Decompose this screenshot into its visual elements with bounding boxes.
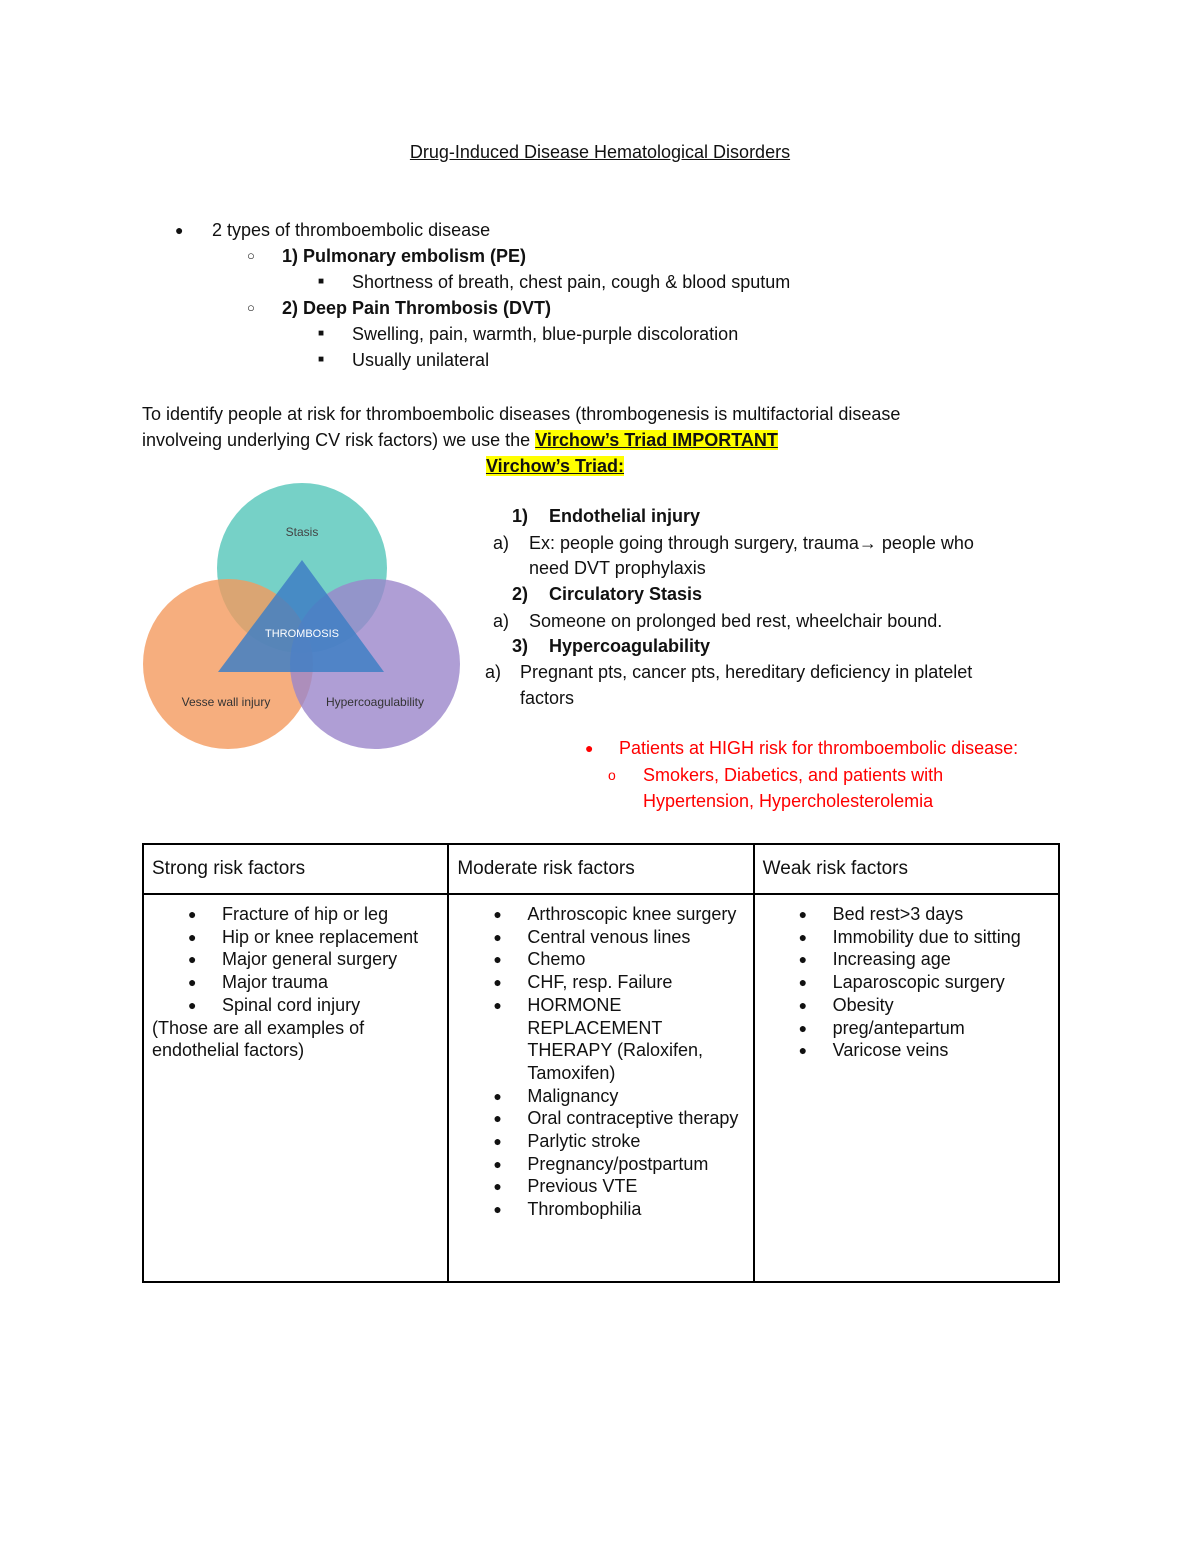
list-item-text: Major general surgery bbox=[222, 949, 398, 970]
page-title: Drug-Induced Disease Hematological Disorders bbox=[409, 142, 791, 162]
list-item bbox=[152, 926, 439, 949]
list-item bbox=[457, 1107, 744, 1130]
list-item-text: CHF, resp. Failure bbox=[527, 972, 673, 993]
list-item bbox=[457, 1198, 744, 1221]
list-item-text: Major trauma bbox=[222, 972, 329, 993]
table-header-row bbox=[143, 844, 1059, 894]
list-item-text: Parlytic stroke bbox=[527, 1131, 641, 1152]
list-item-text: Malignancy bbox=[527, 1085, 619, 1106]
risk-factor-table bbox=[142, 843, 1060, 1283]
outline-dvt-heading: 2) Deep Pain Thrombosis (DVT) bbox=[282, 298, 552, 318]
bullet-square: ■ bbox=[318, 354, 325, 365]
triad-marker-3: a) bbox=[485, 662, 502, 682]
high-risk-detail-2: Hypertension, Hypercholesterolemia bbox=[643, 791, 934, 811]
triad-title-2: Circulatory Stasis bbox=[549, 584, 703, 604]
intro-text-2: involveing underlying CV risk factors) we use the bbox=[142, 430, 536, 450]
header-weak: Weak risk factors bbox=[754, 844, 1059, 894]
list-item-text: Hip or knee replacement bbox=[222, 926, 419, 947]
list-item-text: Spinal cord injury bbox=[222, 994, 361, 1015]
bullet-dot: ● bbox=[493, 928, 502, 945]
outline-dvt-detail-1: Swelling, pain, warmth, blue-purple discoloration bbox=[352, 324, 739, 344]
triad-marker-1: a) bbox=[493, 533, 510, 553]
list-item bbox=[152, 903, 439, 926]
bullet-dot: ● bbox=[798, 974, 808, 991]
list-item bbox=[457, 1175, 744, 1198]
triad-title-3: Hypercoagulability bbox=[549, 636, 711, 656]
list-item-text: Increasing age bbox=[832, 949, 951, 970]
list-item bbox=[763, 903, 1050, 926]
list-item-text: HORMONE REPLACEMENT THERAPY (Raloxifen, Tamoxifen) bbox=[527, 994, 704, 1083]
list-item bbox=[457, 948, 744, 971]
outline-pe-detail: Shortness of breath, chest pain, cough & blood sputum bbox=[352, 272, 791, 292]
outline-dvt-detail-2: Usually unilateral bbox=[352, 350, 490, 370]
bullet-square: ■ bbox=[318, 328, 325, 339]
list-item bbox=[457, 903, 744, 926]
strong-note bbox=[152, 1017, 439, 1062]
list-item bbox=[457, 1085, 744, 1108]
bullet-dot: ● bbox=[188, 951, 197, 968]
thrombosis-label: THROMBOSIS bbox=[265, 628, 339, 640]
bullet-dot: ● bbox=[798, 928, 808, 945]
list-item-text: Chemo bbox=[527, 949, 586, 970]
list-item-text: Varicose veins bbox=[832, 1040, 949, 1061]
list-item-text: Bed rest>3 days bbox=[832, 904, 964, 924]
bullet-dot: ● bbox=[493, 906, 502, 922]
triad-heading bbox=[0, 453, 1110, 479]
bullet-dot: ● bbox=[493, 951, 502, 968]
bullet-dot: ● bbox=[493, 1201, 502, 1218]
triad-num-2: 2) bbox=[512, 584, 529, 604]
bullet-dot: ● bbox=[493, 1087, 502, 1104]
triad-detail-3a: Pregnant pts, cancer pts, hereditary deficiency in platelet bbox=[520, 662, 973, 682]
list-item-text: Central venous lines bbox=[527, 926, 691, 947]
list-item bbox=[763, 926, 1050, 949]
high-risk-heading: Patients at HIGH risk for thromboembolic disease: bbox=[619, 738, 1019, 758]
bullet-dot: ● bbox=[188, 928, 197, 945]
virchow-triad-label: Virchow’s Triad: bbox=[485, 456, 625, 476]
intro-text-1: To identify people at risk for thromboembolic diseases (thrombogenesis is multifactorial disease bbox=[142, 404, 901, 424]
outline-item-types: 2 types of thromboembolic disease bbox=[212, 220, 491, 240]
list-item-text: Immobility due to sitting bbox=[832, 926, 1021, 947]
bullet-dot: ● bbox=[493, 1155, 502, 1172]
triad-num-3: 3) bbox=[512, 636, 529, 656]
bullet-dot: ● bbox=[188, 906, 197, 922]
list-item bbox=[763, 994, 1050, 1017]
outline-pe-heading: 1) Pulmonary embolism (PE) bbox=[282, 246, 527, 266]
bullet-dot: ● bbox=[798, 906, 808, 922]
bullet-dot: ● bbox=[493, 1178, 502, 1195]
vessel-label: Vesse wall injury bbox=[181, 695, 271, 709]
list-item bbox=[457, 994, 744, 1085]
weak-cell bbox=[754, 894, 1059, 1282]
bullet-dot: ● bbox=[798, 951, 808, 968]
list-item bbox=[152, 948, 439, 971]
bullet-dot: ● bbox=[798, 996, 808, 1013]
strong-list bbox=[152, 903, 439, 1017]
bullet-dot: ● bbox=[188, 996, 197, 1013]
bullet-dot: ● bbox=[493, 1110, 502, 1127]
list-item bbox=[152, 971, 439, 994]
bullet-dot: ● bbox=[493, 974, 502, 991]
bullet-dot: ● bbox=[798, 1019, 808, 1036]
triad-detail-2: Someone on prolonged bed rest, wheelchair bound. bbox=[529, 611, 943, 631]
list-item-text: Laparoscopic surgery bbox=[832, 972, 1005, 993]
list-item-text: Pregnancy/postpartum bbox=[527, 1153, 709, 1174]
moderate-list bbox=[457, 903, 744, 1221]
bullet-dot: ● bbox=[175, 222, 184, 238]
list-item-text: Oral contraceptive therapy bbox=[527, 1108, 739, 1129]
bullet-dot: ● bbox=[188, 974, 197, 991]
bullet-dot: ● bbox=[493, 996, 502, 1013]
list-item bbox=[763, 948, 1050, 971]
bullet-dot: ● bbox=[493, 1133, 502, 1150]
list-item-text: preg/antepartum bbox=[832, 1017, 965, 1038]
strong-cell bbox=[143, 894, 448, 1282]
triad-detail-1a: Ex: people going through surgery, trauma→ people who bbox=[529, 533, 974, 553]
high-risk-detail-1: Smokers, Diabetics, and patients with bbox=[643, 765, 944, 785]
bullet-circle: ○ bbox=[247, 300, 255, 315]
bullet-dot: ● bbox=[798, 1042, 808, 1059]
hyper-label: Hypercoagulability bbox=[325, 695, 425, 709]
triad-title-1: Endothelial injury bbox=[549, 506, 701, 526]
bullet-dot: ● bbox=[585, 740, 594, 756]
weak-list bbox=[763, 903, 1050, 1062]
list-item bbox=[457, 1130, 744, 1153]
intro-paragraph bbox=[142, 401, 1042, 453]
list-item-text: Obesity bbox=[832, 994, 894, 1015]
virchow-venn-diagram bbox=[142, 480, 462, 752]
bullet-circle: o bbox=[608, 767, 616, 783]
moderate-cell bbox=[448, 894, 753, 1282]
triad-detail-1b: need DVT prophylaxis bbox=[529, 558, 706, 578]
header-moderate: Moderate risk factors bbox=[448, 844, 753, 894]
list-item bbox=[763, 1039, 1050, 1062]
strong-note-1: (Those are all examples of bbox=[152, 1017, 365, 1038]
list-item bbox=[763, 1017, 1050, 1040]
list-item bbox=[763, 971, 1050, 994]
table-body-row bbox=[143, 894, 1059, 1282]
list-item-text: Thrombophilia bbox=[527, 1199, 642, 1220]
strong-note-2: endothelial factors) bbox=[152, 1040, 305, 1061]
triad-num-1: 1) bbox=[512, 506, 529, 526]
list-item-text: Fracture of hip or leg bbox=[222, 904, 389, 924]
stasis-label: Stasis bbox=[285, 525, 319, 539]
triad-detail-3b: factors bbox=[520, 688, 575, 708]
list-item bbox=[152, 994, 439, 1017]
list-item bbox=[457, 926, 744, 949]
bullet-square: ■ bbox=[318, 276, 325, 287]
header-strong: Strong risk factors bbox=[143, 844, 448, 894]
bullet-circle: ○ bbox=[247, 248, 255, 263]
triad-marker-2: a) bbox=[493, 611, 510, 631]
virchow-highlight: Virchow’s Triad IMPORTANT bbox=[535, 430, 778, 450]
list-item-text: Previous VTE bbox=[527, 1176, 638, 1197]
list-item-text: Arthroscopic knee surgery bbox=[527, 904, 737, 924]
list-item bbox=[457, 1153, 744, 1176]
list-item bbox=[457, 971, 744, 994]
